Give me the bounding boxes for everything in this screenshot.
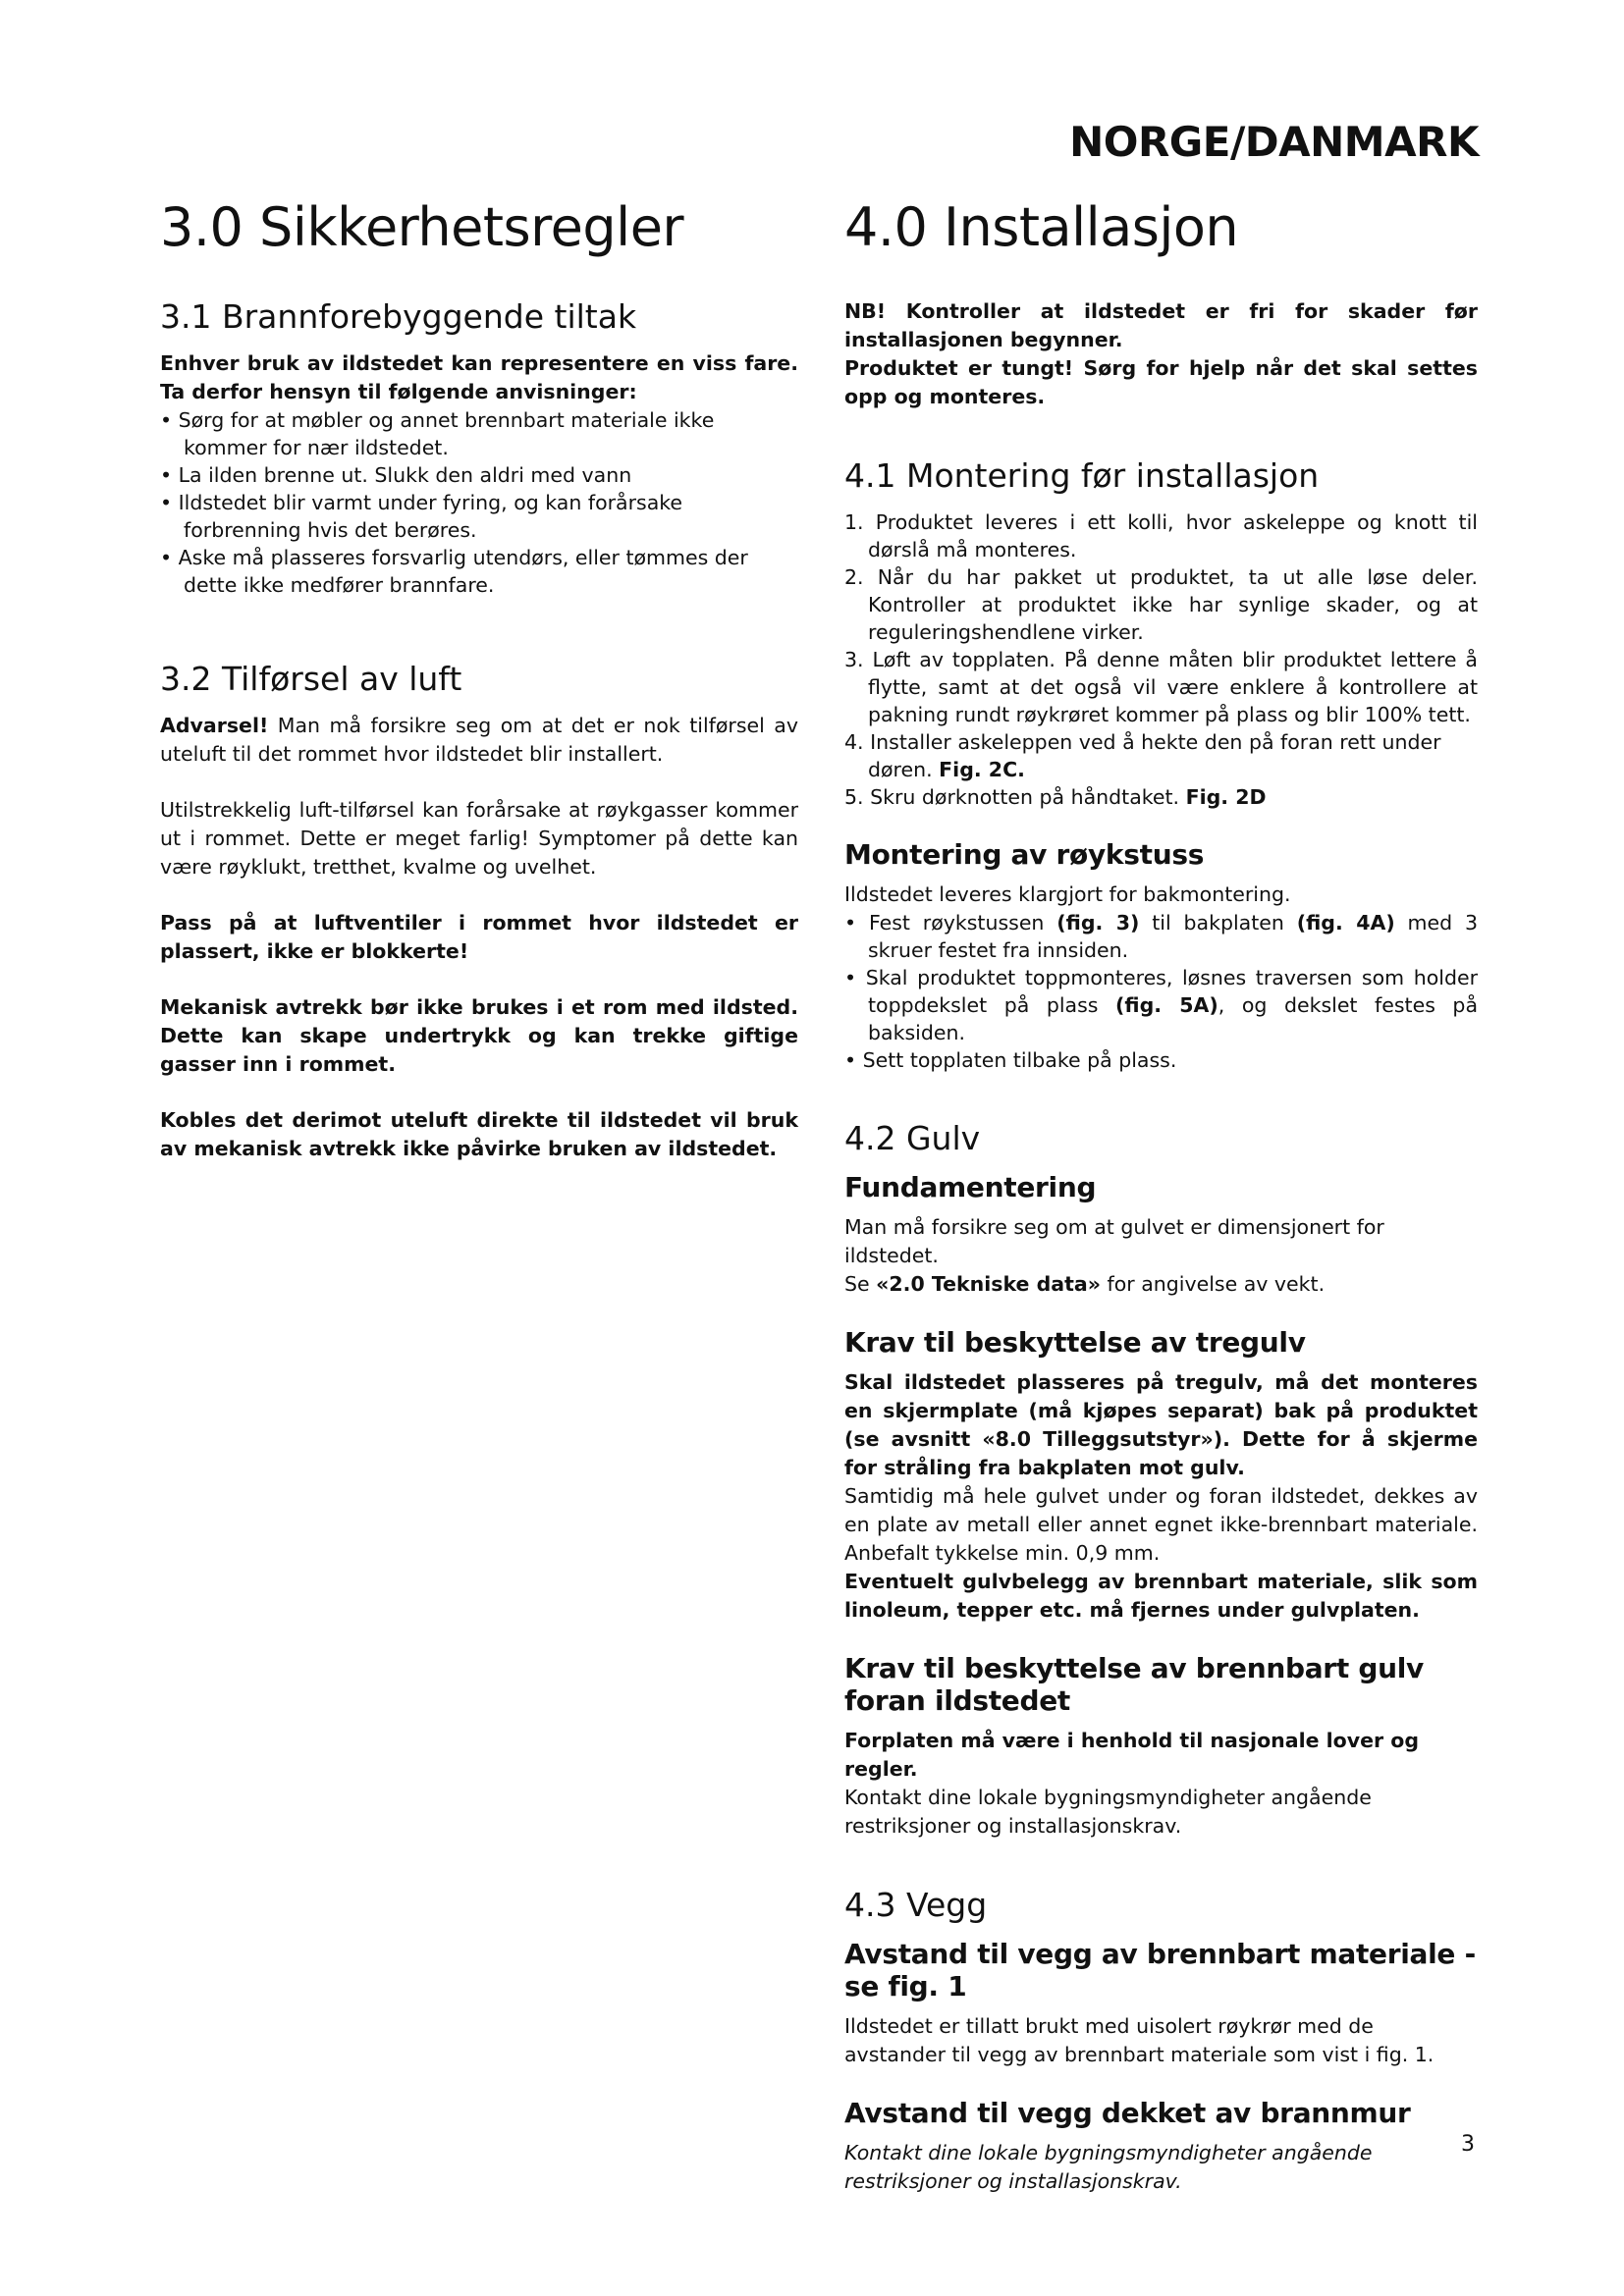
heading-wood-floor: Krav til beskyttelse av tregulv — [844, 1326, 1306, 1359]
wall-distance-text: Ildstedet er tillatt brukt med uisolert røykrør med de avstander til vegg av brennbart materiale som vist i fig. 1. — [844, 2014, 1435, 2066]
air-paragraph-5: Kobles det derimot uteluft direkte til ildstedet vil bruk av mekanisk avtrekk ikke påvirke bruken av ildstedet. — [160, 1108, 798, 1160]
combustible-floor-text: Kontakt dine lokale bygningsmyndigheter angående restriksjoner og installasjonskrav. — [844, 1786, 1372, 1838]
list-item: 3. Løft av topplaten. På denne måten blir produktet lettere å flytte, samt at det også vil være enklere å kontrollere at pakning rundt røykrøret kommer på plass og blir 100% tett. — [844, 648, 1478, 726]
air-warning: Advarsel! Man må forsikre seg om at det er nok tilførsel av uteluft til det rommet hvor ildstedet blir installert. — [160, 714, 798, 766]
page-number: 3 — [1461, 2132, 1475, 2157]
country-label: NORGE/DANMARK — [1069, 118, 1479, 166]
installation-note-1: NB! Kontroller at ildstedet er fri for skader før installasjonen begynner. — [844, 299, 1478, 351]
list-item: 5. Skru dørknotten på håndtaket. Fig. 2D — [844, 785, 1267, 809]
air-paragraph-2: Utilstrekkelig luft-tilførsel kan forårsake at røykgasser kommer ut i rommet. Dette er meget farlig! Symptomer på dette kan være røyklukt, tretthet, kvalme og uvelhet. — [160, 798, 798, 879]
fire-prevention-list — [160, 406, 798, 599]
combustible-floor-bold: Forplaten må være i henhold til nasjonale lover og regler. — [844, 1729, 1420, 1781]
list-item: • Aske må plasseres forsvarlig utendørs, eller tømmes der dette ikke medfører brannfare. — [160, 546, 748, 597]
flue-list — [844, 909, 1478, 1074]
heading-mounting-before: 4.1 Montering før installasjon — [844, 456, 1320, 495]
foundation-text-1: Man må forsikre seg om at gulvet er dimensjonert for ildstedet. — [844, 1215, 1384, 1267]
list-item: • Sett topplaten tilbake på plass. — [844, 1048, 1177, 1072]
wood-floor-bold: Skal ildstedet plasseres på tregulv, må det monteres en skjermplate (må kjøpes separat) bak på produktet (se avsnitt «8.0 Tilleggsutstyr»). Dette for å skjerme for stråling fra bakplaten mot gulv. — [844, 1370, 1478, 1479]
air-paragraph-3: Pass på at luftventiler i rommet hvor ildstedet er plassert, ikke er blokkerte! — [160, 911, 798, 963]
heading-air-supply: 3.2 Tilførsel av luft — [160, 660, 462, 698]
wood-floor-bold-2: Eventuelt gulvbelegg av brennbart materiale, slik som linoleum, tepper etc. må fjernes under gulvplaten. — [844, 1570, 1478, 1622]
installation-note-2: Produktet er tungt! Sørg for hjelp når det skal settes opp og monteres. — [844, 356, 1478, 408]
fire-prevention-intro: Enhver bruk av ildstedet kan representere en viss fare. Ta derfor hensyn til følgende anvisninger: — [160, 351, 798, 403]
list-item: 1. Produktet leveres i ett kolli, hvor askeleppe og knott til dørslå må monteres. — [844, 510, 1478, 561]
firewall-text: Kontakt dine lokale bygningsmyndigheter angående restriksjoner og installasjonskrav. — [844, 2141, 1373, 2193]
section-title-installation: 4.0 Installasjon — [844, 196, 1239, 258]
heading-fire-prevention: 3.1 Brannforebyggende tiltak — [160, 297, 637, 336]
heading-floor: 4.2 Gulv — [844, 1119, 981, 1157]
heading-combustible-floor: Krav til beskyttelse av brennbart gulv foran ildstedet — [844, 1652, 1424, 1717]
foundation-text-2: Se «2.0 Tekniske data» for angivelse av vekt. — [844, 1272, 1326, 1296]
wood-floor-text: Samtidig må hele gulvet under og foran ildstedet, dekkes av en plate av metall eller annet egnet ikke-brennbart materiale. Anbefalt tykkelse min. 0,9 mm. — [844, 1484, 1478, 1565]
list-item: 4. Installer askeleppen ved å hekte den på foran rett under døren. Fig. 2C. — [844, 730, 1441, 781]
list-item: • Sørg for at møbler og annet brennbart materiale ikke kommer for nær ildstedet. — [160, 408, 715, 459]
heading-wall: 4.3 Vegg — [844, 1886, 988, 1924]
right-column — [844, 196, 1478, 2196]
section-title-safety: 3.0 Sikkerhetsregler — [160, 196, 684, 258]
left-column — [160, 196, 798, 1163]
list-item: • Skal produktet toppmonteres, løsnes traversen som holder toppdekslet på plass (fig. 5A), og dekslet festes på baksiden. — [844, 966, 1479, 1044]
flue-intro: Ildstedet leveres klargjort for bakmontering. — [844, 882, 1291, 906]
list-item: • Fest røykstussen (fig. 3) til bakplaten (fig. 4A) med 3 skruer festet fra innsiden. — [844, 911, 1479, 962]
air-paragraph-4: Mekanisk avtrekk bør ikke brukes i et rom med ildsted. Dette kan skape undertrykk og kan trekke giftige gasser inn i rommet. — [160, 995, 798, 1076]
mounting-steps — [844, 508, 1478, 811]
heading-foundation: Fundamentering — [844, 1171, 1097, 1203]
heading-flue-mounting: Montering av røykstuss — [844, 838, 1205, 871]
list-item: • La ilden brenne ut. Slukk den aldri med vann — [160, 463, 632, 487]
heading-wall-distance-combustible: Avstand til vegg av brennbart materiale - se fig. 1 — [844, 1938, 1476, 2002]
list-item: 2. Når du har pakket ut produktet, ta ut alle løse deler. Kontroller at produktet ikke har synlige skader, og at reguleringshendlene virker. — [844, 565, 1478, 644]
list-item: • Ildstedet blir varmt under fyring, og kan forårsake forbrenning hvis det berøres. — [160, 491, 683, 542]
heading-wall-distance-firewall: Avstand til vegg dekket av brannmur — [844, 2097, 1411, 2129]
